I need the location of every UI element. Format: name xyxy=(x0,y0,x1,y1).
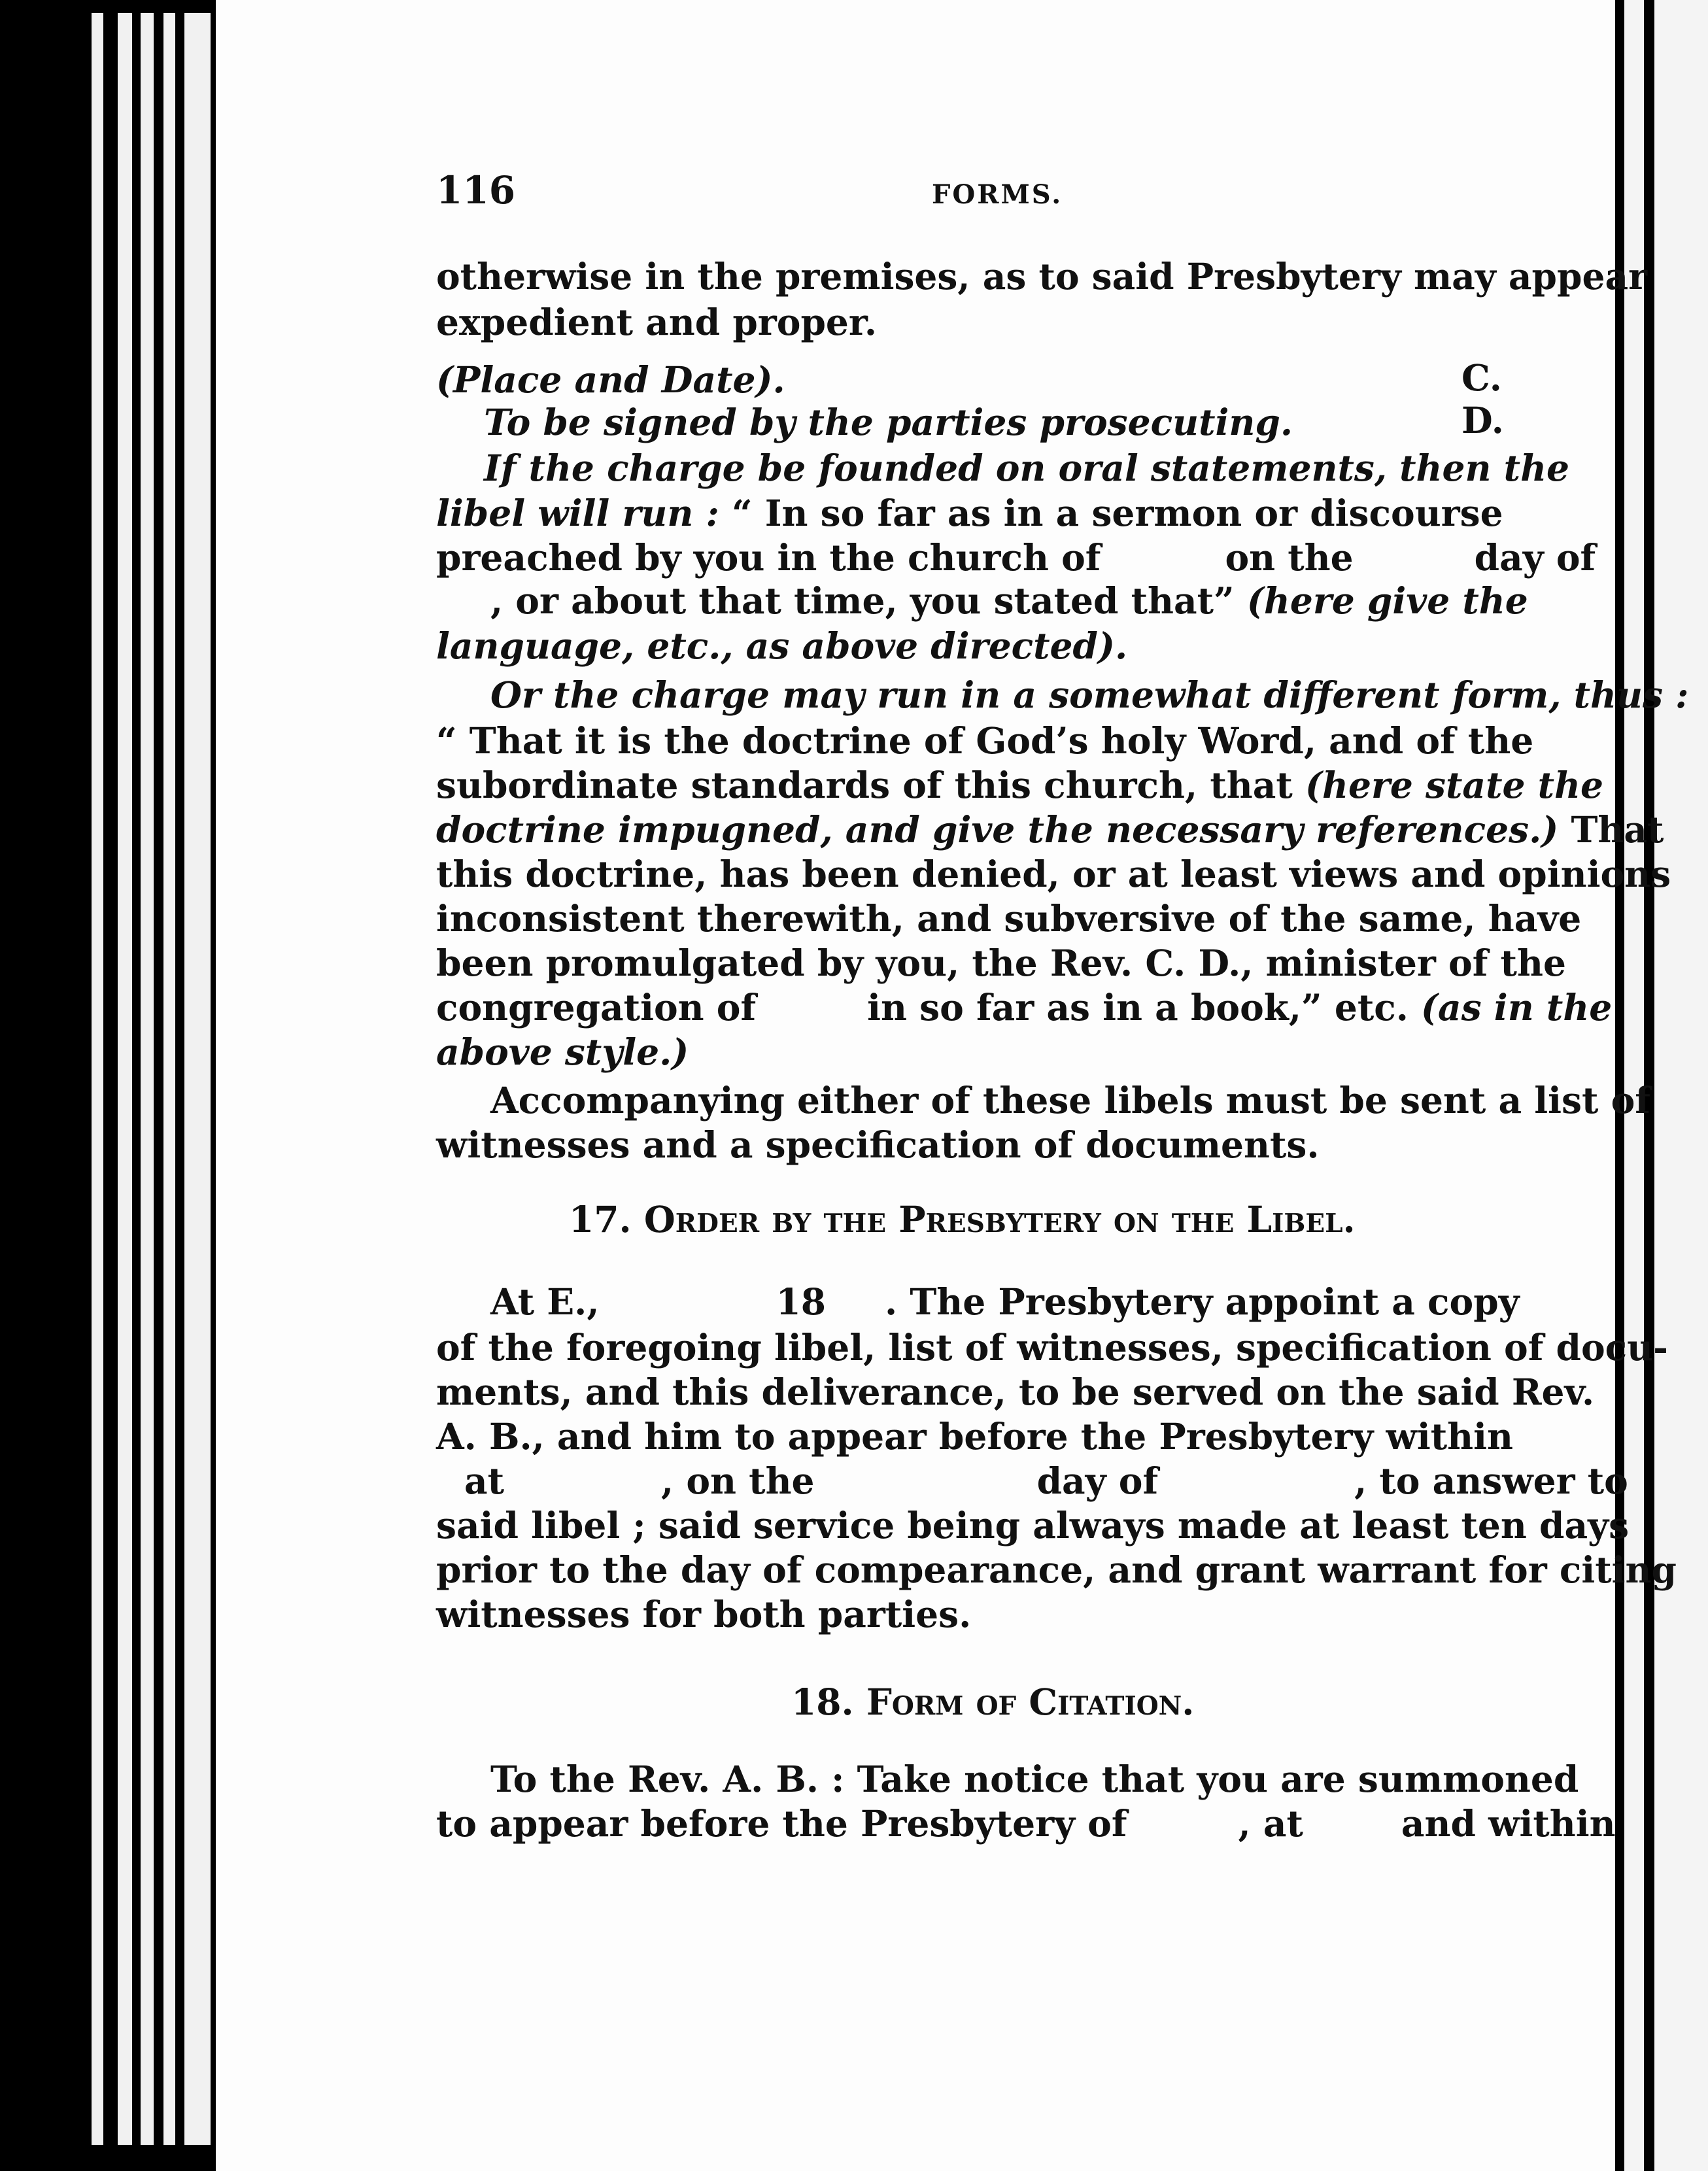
text-line: Accompanying either of these libels must be sent a list of xyxy=(490,1079,1650,1121)
book-page xyxy=(216,0,1689,2171)
page-number: 116 xyxy=(436,168,516,213)
text-line: libel will run : “ In so far as in a sermon or discourse xyxy=(436,492,1503,534)
text-line: otherwise in the premises, as to said Presbytery may appear xyxy=(436,255,1648,298)
text-line: To the Rev. A. B. : Take notice that you are summoned xyxy=(490,1758,1579,1800)
page-edge-strip xyxy=(141,13,154,2145)
running-title: FORMS. xyxy=(932,179,1063,210)
text-line: doctrine impugned, and give the necessary references.) That xyxy=(436,808,1664,851)
book-binding-left xyxy=(0,0,216,2171)
text-line: preached by you in the church of on the day of xyxy=(436,536,1596,579)
text-line: to appear before the Presbytery of , at and within xyxy=(436,1802,1616,1845)
text-line: of the foregoing libel, list of witnesses, specification of docu- xyxy=(436,1326,1668,1369)
text-line: expedient and proper. xyxy=(436,301,877,343)
text-line: congregation of in so far as in a book,” etc. (as in the xyxy=(436,986,1613,1029)
text-line: witnesses for both parties. xyxy=(436,1593,972,1635)
text-line: said libel ; said service being always made at least ten days xyxy=(436,1504,1630,1547)
page-edge-strip xyxy=(92,13,103,2145)
text-line: been promulgated by you, the Rev. C. D., minister of the xyxy=(436,942,1566,984)
signature-c: C. xyxy=(1461,356,1502,399)
signature-d: D. xyxy=(1461,399,1504,441)
text-line: ments, and this deliverance, to be served on the said Rev. xyxy=(436,1371,1595,1413)
text-line: above style.) xyxy=(436,1031,689,1073)
text-line: subordinate standards of this church, that (here state the xyxy=(436,764,1603,806)
place-and-date: (Place and Date). xyxy=(436,358,785,401)
text-line: language, etc., as above directed). xyxy=(436,624,1128,667)
section-heading: 18. Form of Citation. xyxy=(791,1681,1195,1723)
text-line: If the charge be founded on oral statements, then the xyxy=(484,447,1570,489)
page-edge-strip xyxy=(118,13,132,2145)
text-line: witnesses and a specification of documents. xyxy=(436,1123,1320,1166)
text-line: A. B., and him to appear before the Presbytery within xyxy=(436,1415,1514,1458)
text-line: prior to the day of compearance, and grant warrant for citing xyxy=(436,1548,1677,1591)
text-line: inconsistent therewith, and subversive of the same, have xyxy=(436,897,1582,940)
page-edge-strip xyxy=(184,13,211,2145)
section-heading: 17. Order by the Presbytery on the Libel. xyxy=(569,1198,1356,1240)
page-edge-strip xyxy=(1654,0,1708,2171)
text-line: At E., 18 . The Presbytery appoint a copy xyxy=(490,1280,1520,1323)
text-line: this doctrine, has been denied, or at least views and opinions xyxy=(436,853,1671,895)
page-edge-strip xyxy=(163,13,175,2145)
text-line: “ That it is the doctrine of God’s holy Word, and of the xyxy=(436,719,1534,762)
signing-instruction: To be signed by the parties prosecuting. xyxy=(484,401,1293,443)
text-line: , or about that time, you stated that” (here give the xyxy=(490,579,1528,622)
text-line: Or the charge may run in a somewhat different form, thus : xyxy=(490,674,1689,716)
text-line: at , on the day of , to answer to xyxy=(464,1460,1628,1502)
